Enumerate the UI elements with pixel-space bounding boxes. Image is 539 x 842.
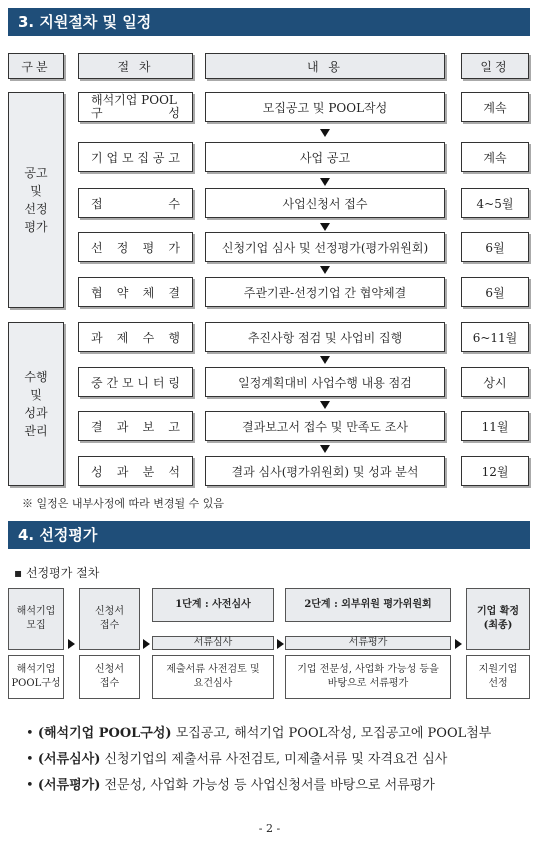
down-arrow-icon	[320, 266, 330, 274]
down-arrow-icon	[320, 356, 330, 364]
schedule-cell: 상시	[461, 367, 529, 397]
step-pool-label-2: 구 성	[91, 106, 180, 120]
right-arrow-icon	[68, 639, 75, 649]
step-label: 결 과 보 고	[91, 419, 180, 434]
header-group: 구분	[8, 53, 64, 79]
flow-stage1-header: 1단계 : 사전심사	[152, 588, 274, 622]
flow-stage1-bottom-label: 제출서류 사전검토 및 요건심사	[166, 664, 260, 689]
bullet-bold: (해석기업 POOL구성)	[37, 726, 172, 741]
step-pool-label: 해석기업 POOL	[91, 93, 177, 107]
step-label: 성 과 분 석	[91, 464, 180, 479]
right-arrow-icon	[455, 639, 462, 649]
step-cell	[78, 322, 193, 352]
flow-col1-top	[8, 588, 64, 650]
schedule-cell: 4~5월	[461, 188, 529, 218]
step-cell	[78, 232, 193, 262]
step-cell	[78, 411, 193, 441]
flow-stage2-bottom-label: 기업 전문성, 사업화 가능성 등을 바탕으로 서류평가	[297, 664, 439, 689]
content-cell: 결과 심사(평가위원회) 및 성과 분석	[205, 456, 445, 486]
flow-stage2-header: 2단계 : 외부위원 평가위원회	[285, 588, 451, 622]
step-label: 선 정 평 가	[91, 240, 180, 255]
content-cell: 모집공고 및 POOL작성	[205, 92, 445, 122]
group-label-line: 평가	[24, 220, 48, 234]
group-label-line: 및	[30, 184, 42, 198]
schedule-cell: 11월	[461, 411, 529, 441]
content-cell: 사업신청서 접수	[205, 188, 445, 218]
step-cell	[78, 142, 193, 172]
flow-col1-top-label: 해석기업 모집	[16, 606, 56, 631]
step-label: 기 업 모 집 공 고	[91, 150, 180, 165]
bullet-item: • (서류평가) 전문성, 사업화 가능성 등 사업신청서를 바탕으로 서류평가	[26, 778, 435, 793]
flow-col1-bottom-label: 해석기업 POOL구성	[11, 664, 61, 689]
content-cell: 신청기업 심사 및 선정평가(평가위원회)	[205, 232, 445, 262]
bullet-bold: (서류심사)	[37, 752, 101, 767]
down-arrow-icon	[320, 223, 330, 231]
content-cell: 추진사항 점검 및 사업비 집행	[205, 322, 445, 352]
page-number: - 2 -	[258, 822, 281, 835]
content-cell: 결과보고서 접수 및 만족도 조사	[205, 411, 445, 441]
group-label-line: 수행	[24, 370, 48, 384]
bullet-item: • (해석기업 POOL구성) 모집공고, 해석기업 POOL작성, 모집공고에 POOL첨부	[26, 726, 492, 741]
group-label-line: 및	[30, 388, 42, 402]
schedule-cell: 12월	[461, 456, 529, 486]
header-content: 내 용	[205, 53, 445, 79]
flow-col2-top	[79, 588, 140, 650]
down-arrow-icon	[320, 401, 330, 409]
step-label: 중 간 모 니 터 링	[91, 375, 180, 390]
step-cell	[78, 188, 193, 218]
bullet-bold: (서류평가)	[37, 778, 101, 793]
right-arrow-icon	[143, 639, 150, 649]
flow-col5-bottom-label: 지원기업 선정	[478, 664, 518, 689]
group-label-line: 선정	[24, 202, 48, 216]
bullet-text: 전문성, 사업화 가능성 등 사업신청서를 바탕으로 서류평가	[100, 778, 435, 793]
header-schedule: 일정	[461, 53, 529, 79]
step-cell	[78, 456, 193, 486]
bullet-item: • (서류심사) 신청기업의 제출서류 사전검토, 미제출서류 및 자격요건 심사	[26, 752, 448, 767]
right-arrow-icon	[277, 639, 284, 649]
step-label: 협 약 체 결	[91, 285, 180, 300]
flow-col1-bottom	[8, 655, 64, 699]
down-arrow-icon	[320, 129, 330, 137]
section-4-title: 4. 선정평가	[8, 521, 530, 549]
step-cell	[78, 367, 193, 397]
schedule-note: ※ 일정은 내부사정에 따라 변경될 수 있음	[22, 497, 224, 510]
down-arrow-icon	[320, 445, 330, 453]
group-label-line: 관리	[24, 424, 48, 438]
content-cell: 일정계획대비 사업수행 내용 점검	[205, 367, 445, 397]
flow-col2-bottom	[79, 655, 140, 699]
bullet-text: 모집공고, 해석기업 POOL작성, 모집공고에 POOL첨부	[171, 726, 492, 741]
flow-stage2-bottom	[285, 655, 451, 699]
schedule-cell: 6월	[461, 277, 529, 307]
flow-col5-bottom	[466, 655, 530, 699]
header-step: 절 차	[78, 53, 193, 79]
step-label: 접 수	[91, 196, 180, 211]
step-cell	[78, 277, 193, 307]
section-3-title: 3. 지원절차 및 일정	[8, 8, 530, 36]
group-label-announce	[8, 92, 64, 308]
flow-stage1-sub: 서류심사	[152, 636, 274, 650]
flow-col5-top-label: 기업 확정 (최종)	[476, 606, 520, 631]
content-cell: 사업 공고	[205, 142, 445, 172]
sub-title: ▪ 선정평가 절차	[14, 566, 100, 580]
down-arrow-icon	[320, 178, 330, 186]
group-label-manage	[8, 322, 64, 486]
content-cell: 주관기관-선정기업 간 협약체결	[205, 277, 445, 307]
step-label: 과 제 수 행	[91, 330, 180, 345]
schedule-cell: 계속	[461, 92, 529, 122]
group-label-line: 성과	[24, 406, 48, 420]
bullet-text: 신청기업의 제출서류 사전검토, 미제출서류 및 자격요건 심사	[100, 752, 448, 767]
flow-col2-top-label: 신청서 접수	[95, 606, 124, 631]
flow-col2-bottom-label: 신청서 접수	[95, 664, 124, 689]
flow-stage1-bottom	[152, 655, 274, 699]
schedule-cell: 6~11월	[461, 322, 529, 352]
flow-stage2-sub: 서류평가	[285, 636, 451, 650]
schedule-cell: 계속	[461, 142, 529, 172]
flow-col5-top	[466, 588, 530, 650]
step-cell	[78, 92, 193, 122]
schedule-cell: 6월	[461, 232, 529, 262]
group-label-line: 공고	[24, 166, 48, 180]
